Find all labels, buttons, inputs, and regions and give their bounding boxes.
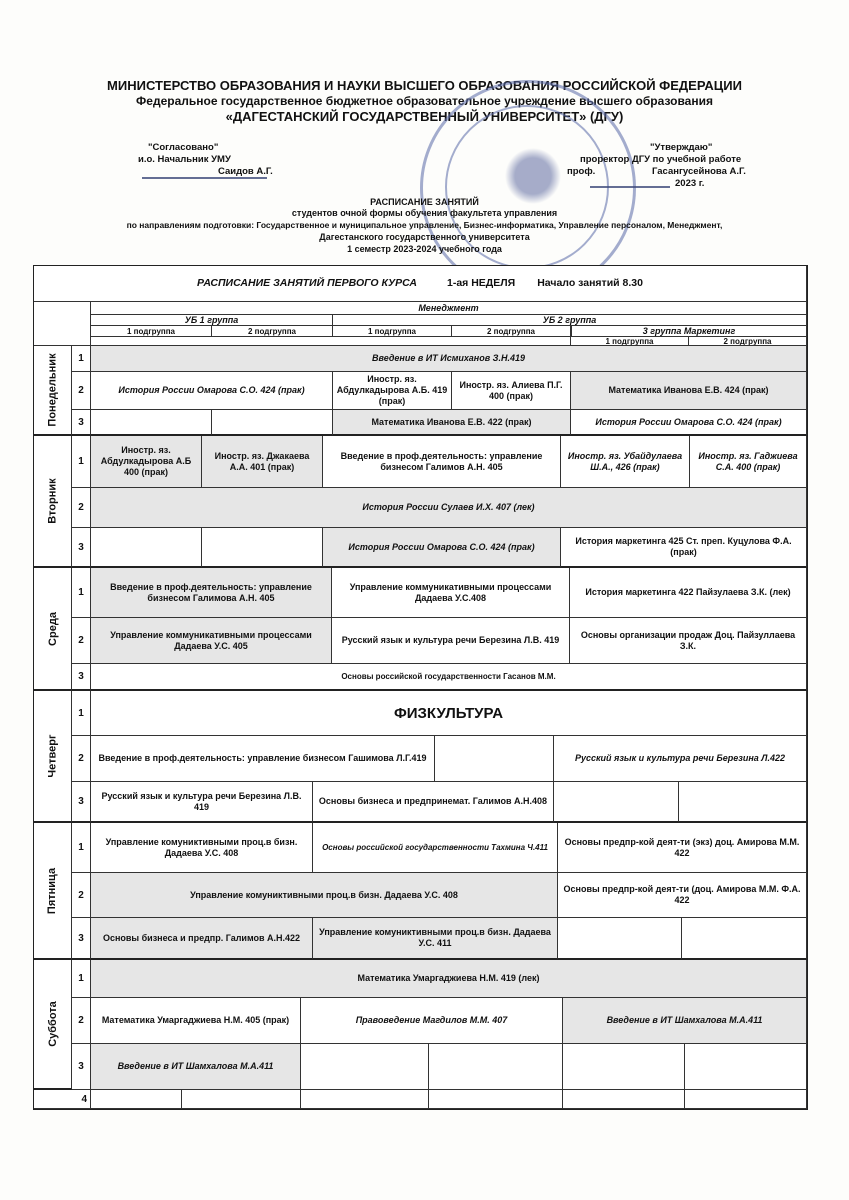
- approval-right-title: "Утверждаю": [650, 142, 713, 153]
- pair-number: 1: [72, 568, 91, 618]
- lesson-cell: ФИЗКУЛЬТУРА: [91, 691, 807, 736]
- lesson-cell: Основы бизнеса и предпр. Галимов А.Н.422: [91, 918, 313, 960]
- lesson-cell: История России Омарова С.О. 424 (прак): [323, 528, 561, 568]
- subgroup-header: 2 подгруппа: [212, 326, 333, 337]
- lesson-cell: Управление комуниктивными проц.в бизн. Дадаева У.С. 408: [91, 823, 313, 873]
- lesson-cell: Математика Умаргаджиева Н.М. 419 (лек): [91, 960, 807, 998]
- empty-cell: [685, 1090, 807, 1109]
- pair-number: 1: [72, 436, 91, 488]
- day-monday: Понедельник: [34, 346, 72, 436]
- empty-cell: [429, 1044, 563, 1090]
- university-name: «ДАГЕСТАНСКИЙ ГОСУДАРСТВЕННЫЙ УНИВЕРСИТЕТ» (ДГУ): [225, 109, 624, 124]
- lesson-cell: Введение в ИТ Исмиханов З.Н.419: [91, 346, 807, 372]
- empty-cell: [563, 1090, 685, 1109]
- approval-right-year: 2023 г.: [675, 178, 705, 189]
- day-thursday: Четверг: [34, 691, 72, 823]
- lesson-cell: Введение в ИТ Шамхалова М.А.411: [563, 998, 807, 1044]
- lesson-cell: Управление коммуникативными процессами Дадаева У.С.408: [332, 568, 570, 618]
- pair-number: 2: [72, 488, 91, 528]
- day-saturday: Суббота: [34, 960, 72, 1090]
- empty-cell: [301, 1044, 429, 1090]
- lesson-cell: Основы бизнеса и предпринемат. Галимов А.Н.408: [313, 782, 554, 823]
- lesson-cell: Правоведение Магдилов М.М. 407: [301, 998, 563, 1044]
- institution-type: Федеральное государственное бюджетное образовательное учреждение высшего образования: [136, 94, 713, 108]
- empty-cell: [685, 1044, 807, 1090]
- approval-right-signature: [590, 186, 670, 188]
- timetable-title: РАСПИСАНИЕ ЗАНЯТИЙ ПЕРВОГО КУРСА: [197, 277, 417, 289]
- empty-cell: [182, 1090, 301, 1109]
- subgroup-header: 2 подгруппа: [452, 326, 571, 337]
- group-header: 3 группа Маркетинг: [571, 326, 807, 337]
- approval-right-prof: проф.: [567, 166, 596, 177]
- empty-cell: [554, 782, 679, 823]
- lesson-cell: Математика Иванова Е.В. 424 (прак): [571, 372, 807, 410]
- approval-right-name: Гасангусейнова А.Г.: [652, 166, 746, 177]
- empty-cell: [435, 736, 554, 782]
- pair-number: 2: [72, 873, 91, 918]
- approval-left-position: и.о. Начальник УМУ: [138, 154, 231, 165]
- lesson-cell: Основы предпр-кой деят-ти (экз) доц. Амирова М.М. 422: [558, 823, 807, 873]
- pair-number: 3: [72, 410, 91, 436]
- lesson-cell: История России Сулаев И.Х. 407 (лек): [91, 488, 807, 528]
- lesson-cell: Основы организации продаж Доц. Пайзуллаева З.К.: [570, 618, 807, 664]
- lesson-cell: Иностр. яз. Гаджиева С.А. 400 (прак): [690, 436, 807, 488]
- schedule-university: Дагестанского государственного университета: [319, 232, 530, 242]
- lesson-cell: Основы российской государственности Тахмина Ч.411: [313, 823, 558, 873]
- lesson-cell: Русский язык и культура речи Березина Л.В. 419: [332, 618, 570, 664]
- corner-cell: [34, 302, 91, 346]
- empty-cell: [91, 410, 212, 436]
- start-time: Начало занятий 8.30: [537, 277, 643, 289]
- pair-number: 2: [72, 618, 91, 664]
- lesson-cell: Введение в проф.деятельность: управление бизнесом Галимова А.Н. 405: [91, 568, 332, 618]
- lesson-cell: Иностр. яз. Абдулкадырова А.Б. 419 (прак): [333, 372, 452, 410]
- empty-cell: [679, 782, 807, 823]
- day-friday: Пятница: [34, 823, 72, 960]
- approval-left-title: "Согласовано": [148, 142, 219, 153]
- pair-number: 1: [72, 823, 91, 873]
- subgroup-header: 1 подгруппа: [91, 326, 212, 337]
- lesson-cell: Иностр. яз. Абдулкадырова А.Б 400 (прак): [91, 436, 202, 488]
- lesson-cell: Иностр. яз. Алиева П.Г. 400 (прак): [452, 372, 571, 410]
- lesson-cell: История маркетинга 422 Пайзулаева З.К. (лек): [570, 568, 807, 618]
- subgroup-spacer: [91, 337, 571, 346]
- lesson-cell: Введение в проф.деятельность: управление бизнесом Галимов А.Н. 405: [323, 436, 561, 488]
- lesson-cell: Математика Умаргаджиева Н.М. 405 (прак): [91, 998, 301, 1044]
- pair-number: 3: [72, 918, 91, 960]
- schedule-students: студентов очной формы обучения факультета управления: [291, 208, 558, 218]
- lesson-cell: История России Омарова С.О. 424 (прак): [91, 372, 333, 410]
- empty-cell: [202, 528, 323, 568]
- pair-number: 2: [72, 372, 91, 410]
- pair-number: 3: [72, 782, 91, 823]
- lesson-cell: История России Омарова С.О. 424 (прак): [571, 410, 807, 436]
- lesson-cell: Управление комуниктивными проц.в бизн. Дадаева У.С. 408: [91, 873, 558, 918]
- pair-number: 1: [72, 960, 91, 998]
- lesson-cell: Математика Иванова Е.В. 422 (прак): [333, 410, 571, 436]
- empty-cell: [682, 918, 807, 960]
- pair-number: 4: [34, 1090, 91, 1109]
- ministry-title: МИНИСТЕРСТВО ОБРАЗОВАНИЯ И НАУКИ ВЫСШЕГО ОБРАЗОВАНИЯ РОССИЙСКОЙ ФЕДЕРАЦИИ: [107, 78, 742, 93]
- lesson-cell: Управление комуниктивными проц.в бизн. Дадаева У.С. 411: [313, 918, 558, 960]
- empty-cell: [558, 918, 682, 960]
- subgroup-header: 1 подгруппа: [571, 337, 689, 346]
- empty-cell: [301, 1090, 429, 1109]
- schedule-title: РАСПИСАНИЕ ЗАНЯТИЙ: [370, 197, 479, 207]
- lesson-cell: История маркетинга 425 Ст. преп. Куцулова Ф.А. (прак): [561, 528, 807, 568]
- pair-number: 3: [72, 664, 91, 691]
- schedule-semester: 1 семестр 2023-2024 учебного года: [347, 244, 502, 254]
- group-header: УБ 1 группа: [91, 315, 333, 326]
- program-header: Менеджмент: [91, 302, 807, 315]
- lesson-cell: Русский язык и культура речи Березина Л.422: [554, 736, 807, 782]
- approval-right-position: проректор ДГУ по учебной работе: [580, 154, 742, 165]
- lesson-cell: Введение в ИТ Шамхалова М.А.411: [91, 1044, 301, 1090]
- approval-left-name: Саидов А.Г.: [218, 166, 273, 177]
- lesson-cell: Основы российской государственности Гасанов М.М.: [91, 664, 807, 691]
- approval-left-signature: [142, 177, 267, 179]
- lesson-cell: Иностр. яз. Убайдулаева Ш.А., 426 (прак): [561, 436, 690, 488]
- empty-cell: [563, 1044, 685, 1090]
- empty-cell: [91, 1090, 182, 1109]
- lesson-cell: Управление коммуникативными процессами Дадаева У.С. 405: [91, 618, 332, 664]
- day-tuesday: Вторник: [34, 436, 72, 568]
- empty-cell: [429, 1090, 563, 1109]
- day-wednesday: Среда: [34, 568, 72, 691]
- subgroup-header: 2 подгруппа: [689, 337, 807, 346]
- lesson-cell: Основы предпр-кой деят-ти (доц. Амирова М.М. Ф.А. 422: [558, 873, 807, 918]
- lesson-cell: Введение в проф.деятельность: управление бизнесом Гашимова Л.Г.419: [91, 736, 435, 782]
- group-header: УБ 2 группа: [333, 315, 807, 326]
- lesson-cell: Иностр. яз. Джакаева А.А. 401 (прак): [202, 436, 323, 488]
- week-label: 1-ая НЕДЕЛЯ: [446, 277, 516, 289]
- timetable: [33, 265, 808, 1110]
- empty-cell: [212, 410, 333, 436]
- schedule-directions: по направлениям подготовки: Государственное и муниципальное управление, Бизнес-информатика, Управление персоналом, Менеджмент,: [126, 220, 723, 230]
- pair-number: 3: [72, 528, 91, 568]
- timetable-title-row: [34, 266, 807, 302]
- pair-number: 2: [72, 736, 91, 782]
- pair-number: 1: [72, 346, 91, 372]
- subgroup-header: 1 подгруппа: [333, 326, 452, 337]
- empty-cell: [91, 528, 202, 568]
- pair-number: 3: [72, 1044, 91, 1090]
- pair-number: 1: [72, 691, 91, 736]
- pair-number: 2: [72, 998, 91, 1044]
- lesson-cell: Русский язык и культура речи Березина Л.В. 419: [91, 782, 313, 823]
